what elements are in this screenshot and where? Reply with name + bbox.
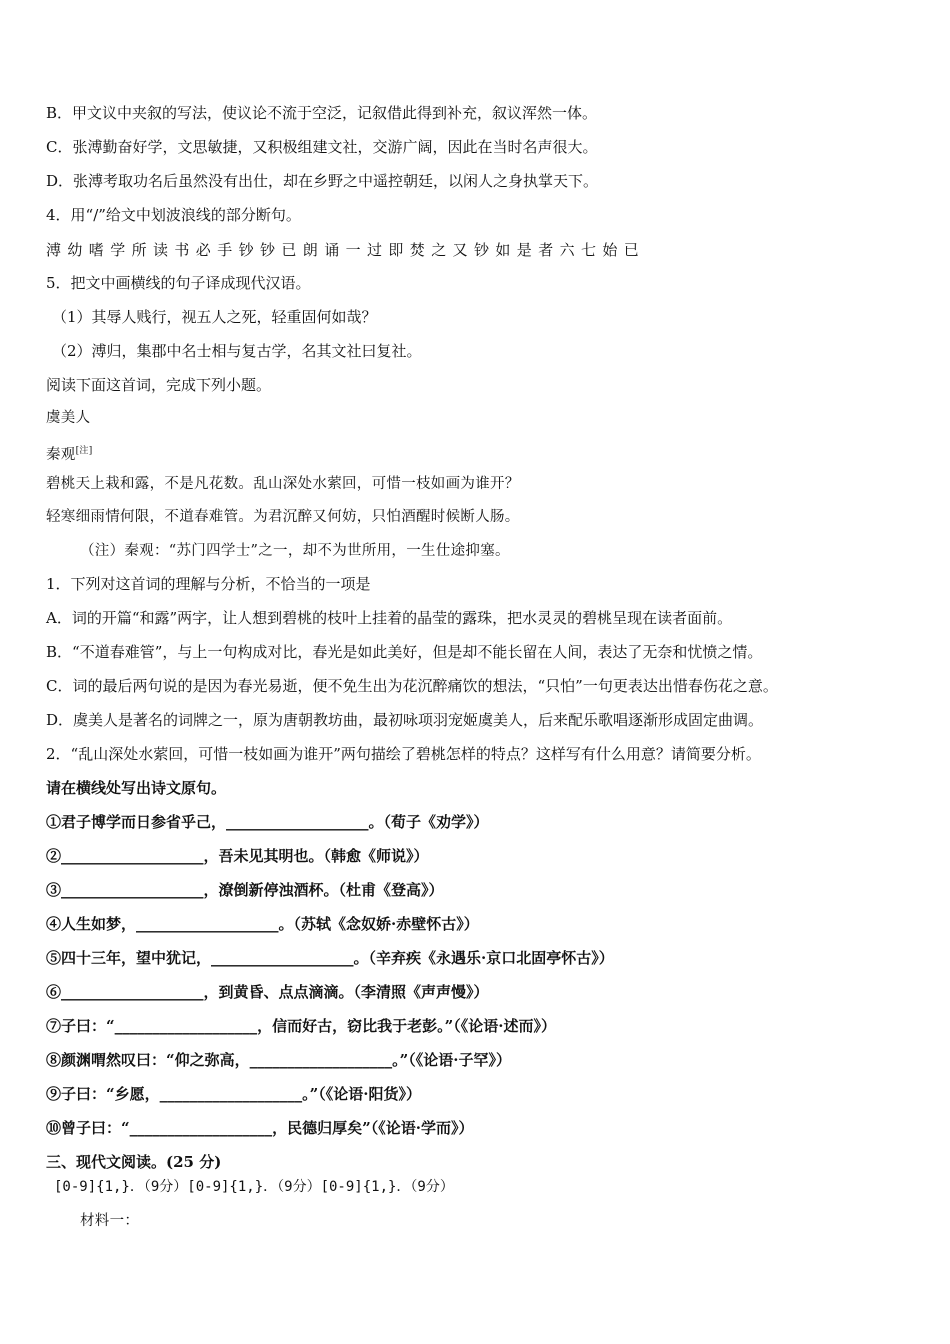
fill-in-item-4: ④人生如梦，___________________。（苏轼《念奴娇·赤壁怀古》） [46,915,479,933]
poem-note: （注）秦观：“苏门四学士”之一，却不为世所用，一生仕途抑塞。 [80,543,510,559]
fill-in-item-2: ②___________________，吾未见其明也。（韩愈《师说》） [46,847,429,865]
translation-item-1: （1）其辱人贱行，视五人之死，轻重固何如哉？ [52,308,377,326]
fill-in-item-10: ⑩曾子曰：“___________________，民德归厚矣”（《论语·学而》） [46,1119,474,1137]
punctuation-passage: 溥幼嗜学所读书必手钞钞已朗诵一过即焚之又钞如是者六七始已 [46,241,646,259]
poem-line-2: 轻寒细雨情何限，不道春难管。为君沉醉又何妨，只怕酒醒时候断人肠。 [46,509,520,525]
question-5: 5．把文中画横线的句子译成现代汉语。 [46,274,311,292]
poem-author-name: 秦观 [46,446,76,463]
question-4: 4．用“/”给文中划波浪线的部分断句。 [46,206,301,224]
score-placeholder: [0-9]{1,}．（9分）[0-9]{1,}．（9分）[0-9]{1,}．（9分） [54,1179,454,1195]
poem-line-1: 碧桃天上栽和露，不是凡花数。乱山深处水萦回，可惜一枝如画为谁开？ [46,476,520,492]
fill-in-item-9: ⑨子曰：“乡愿，___________________。”（《论语·阳货》） [46,1085,421,1103]
fill-in-item-3: ③___________________，潦倒新停浊酒杯。（杜甫《登高》） [46,881,444,899]
fill-in-item-7: ⑦子曰：“___________________，信而好古，窃比我于老彭。”（《论语·述而》） [46,1017,556,1035]
poem-author [46,441,93,465]
poem-option-d: D．虞美人是著名的词牌之一，原为唐朝教坊曲，最初咏项羽宠姬虞美人，后来配乐歌唱逐渐形成固定曲调。 [46,711,764,729]
poem-question-1: 1．下列对这首词的理解与分析，不恰当的一项是 [46,575,371,593]
fill-in-item-8: ⑧颜渊喟然叹曰：“仰之弥高，___________________。”（《论语·子罕》） [46,1051,511,1069]
poem-instruction: 阅读下面这首词，完成下列小题。 [46,376,272,394]
poem-option-c: C．词的最后两句说的是因为春光易逝，便不免生出为花沉醉痛饮的想法，“只怕”一句更表达出惜春伤花之意。 [46,677,778,695]
poem-option-a: A．词的开篇“和露”两字，让人想到碧桃的枝叶上挂着的晶莹的露珠，把水灵灵的碧桃呈现在读者面前。 [46,609,733,627]
fill-in-item-6: ⑥___________________，到黄昏、点点滴滴。（李清照《声声慢》） [46,983,489,1001]
option-c-text: C．张溥勤奋好学，文思敏捷，又积极组建文社，交游广阔，因此在当时名声很大。 [46,138,598,156]
fill-in-item-5: ⑤四十三年，望中犹记，___________________。（辛弃疾《永遇乐·京口北固亭怀古》） [46,949,614,967]
poem-question-2: 2．“乱山深处水萦回，可惜一枝如画为谁开”两句描绘了碧桃怎样的特点？这样写有什么用意？请简要分析。 [46,745,761,763]
fill-in-instruction: 请在横线处写出诗文原句。 [46,779,227,797]
translation-item-2: （2）溥归，集郡中名士相与复古学，名其文社曰复社。 [52,342,422,360]
material-one-label: 材料一： [80,1213,140,1229]
poem-title: 虞美人 [46,410,91,426]
footnote-marker: [注] [75,446,93,456]
option-d-text: D．张溥考取功名后虽然没有出仕，却在乡野之中遥控朝廷，以闲人之身执掌天下。 [46,172,599,190]
fill-in-item-1: ①君子博学而日参省乎己，___________________。（荀子《劝学》） [46,813,489,831]
section-heading: 三、现代文阅读。(25 分) [46,1153,222,1171]
option-b-text: B．甲文议中夹叙的写法，使议论不流于空泛，记叙借此得到补充，叙议浑然一体。 [46,104,598,122]
poem-option-b: B．“不道春难管”，与上一句构成对比，春光是如此美好，但是却不能长留在人间，表达了无奈和忧愤之情。 [46,643,763,661]
